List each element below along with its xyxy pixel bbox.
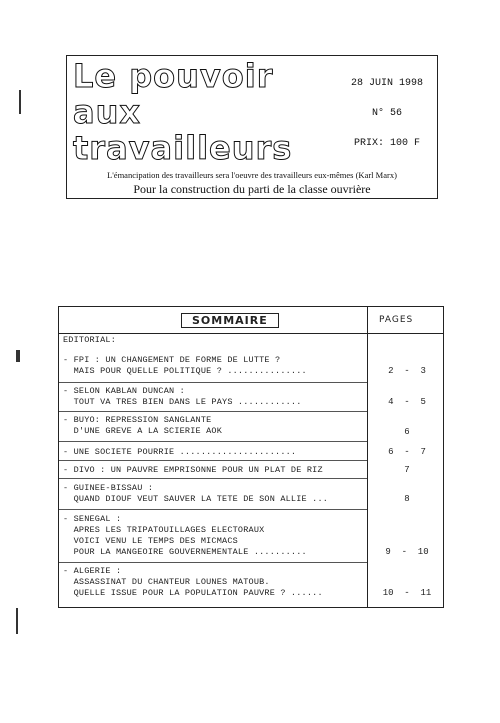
toc-entry-pages: 2 - 3 <box>388 366 426 376</box>
toc-entry: - UNE SOCIETE POURRIE ...................... <box>63 447 297 457</box>
pages-header: PAGES <box>379 315 414 325</box>
margin-mark <box>16 350 20 362</box>
tagline: L'émancipation des travailleurs sera l'oeuvre des travailleurs eux-mêmes (Karl Marx) <box>107 170 397 180</box>
entry-divider <box>59 441 367 442</box>
subtitle: Pour la construction du parti de la classe ouvrière <box>133 182 371 196</box>
toc-entry: - SELON KABLAN DUNCAN : TOUT VA TRES BIEN DANS LE PAYS ............ <box>63 386 302 407</box>
masthead <box>66 55 438 199</box>
margin-mark <box>16 608 18 634</box>
column-divider <box>367 307 368 607</box>
entry-divider <box>59 509 367 510</box>
issue-price: PRIX: 100 F <box>353 138 420 149</box>
toc-header <box>59 307 443 334</box>
toc-entry-pages: 6 - 7 <box>388 447 426 457</box>
entry-divider <box>59 478 367 479</box>
toc-entry: - ALGERIE : ASSASSINAT DU CHANTEUR LOUNES MATOUB. QUELLE ISSUE POUR LA POPULATION PAUVRE ? ...... <box>63 566 323 598</box>
margin-mark <box>19 90 21 114</box>
table-of-contents <box>58 306 444 608</box>
entry-divider <box>59 411 367 412</box>
entry-divider <box>59 382 367 383</box>
title-line-2: aux <box>73 93 142 131</box>
issue-date: 28 JUIN 1998 <box>350 78 423 89</box>
title-line-3: travailleurs <box>73 129 293 167</box>
entry-divider <box>59 562 367 563</box>
title-line-1: Le pouvoir <box>73 57 274 95</box>
entry-divider <box>59 460 367 461</box>
toc-title: SOMMAIRE <box>181 313 279 328</box>
toc-entry-pages: 7 <box>404 465 410 475</box>
toc-entry-pages: 9 - 10 <box>385 547 429 557</box>
toc-entry-editorial: EDITORIAL: <box>63 335 117 345</box>
toc-entry-pages: 10 - 11 <box>382 588 432 598</box>
toc-entry: - SENEGAL : APRES LES TRIPATOUILLAGES ELECTORAUX VOICI VENU LE TEMPS DES MICMACS POUR LA MANGEOIRE GOUVERNEMENTALE .......... <box>63 514 307 557</box>
toc-entry: - DIVO : UN PAUVRE EMPRISONNE POUR UN PLAT DE RIZ <box>63 465 323 475</box>
toc-entry-pages: 8 <box>404 494 410 504</box>
toc-entry: - GUINEE-BISSAU : QUAND DIOUF VEUT SAUVER LA TETE DE SON ALLIE ... <box>63 483 329 504</box>
toc-entry: - BUYO: REPRESSION SANGLANTE D'UNE GREVE A LA SCIERIE AOK <box>63 415 223 436</box>
toc-entry: - FPI : UN CHANGEMENT DE FORME DE LUTTE ? MAIS POUR QUELLE POLITIQUE ? ............... <box>63 355 307 376</box>
issue-number: N° 56 <box>371 108 402 119</box>
toc-entry-pages: 4 - 5 <box>388 397 426 407</box>
toc-entry-pages: 6 <box>404 427 410 437</box>
